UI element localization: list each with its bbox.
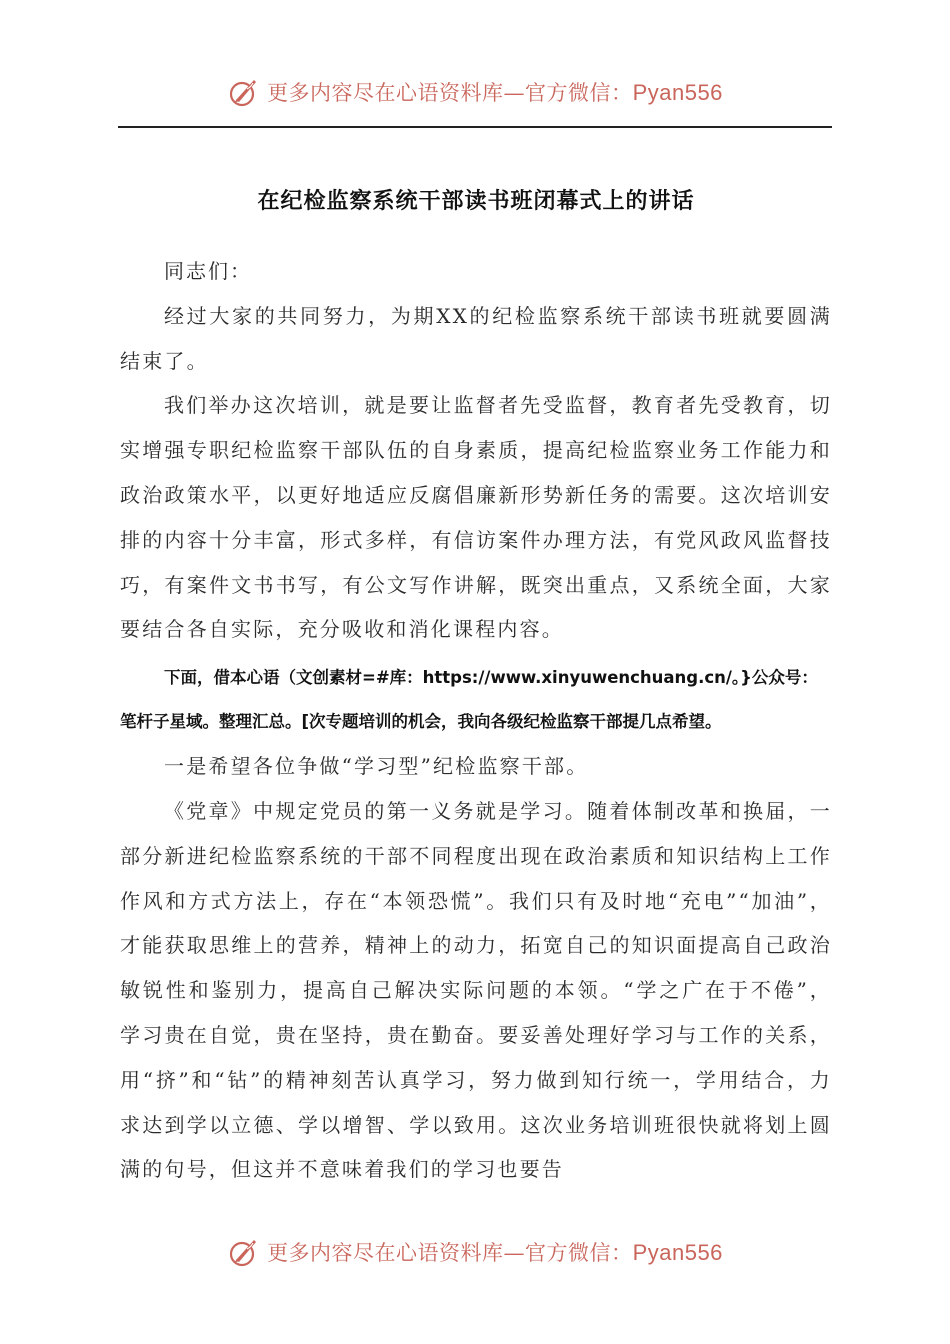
header-wechat-id: Pyan556: [632, 80, 723, 105]
section-heading-paragraph: 一是希望各位争做“学习型”纪检监察干部。: [164, 754, 589, 779]
salutation-paragraph: 同志们：: [164, 259, 252, 283]
body-paragraph: 经过大家的共同努力，为期XX的纪检监察系统干部读书班就要圆满结束了。: [120, 303, 832, 373]
header-divider: [118, 126, 832, 128]
footer-banner: [0, 1232, 950, 1272]
document-title: 在纪检监察系统干部读书班闭幕式上的讲话: [257, 189, 695, 214]
quill-pen-logo-icon: [227, 1235, 261, 1269]
footer-wechat-id: Pyan556: [632, 1240, 723, 1265]
footer-banner-label: 更多内容尽在心语资料库—官方微信：: [267, 1241, 633, 1265]
quill-pen-logo-icon: [227, 75, 261, 109]
body-paragraph: 《党章》中规定党员的第一义务就是学习。随着体制改革和换届，一部分新进纪检监察系统的干部不同程度出现在政治素质和知识结构上工作作风和方式方法上，存在“本领恐慌”。我们只有及时地“充电”“加油”，才能获取思维上的营养，精神上的动力，拓宽自己的知识面提高自己政治敏锐性和鉴别力，提高自己解决实际问题的本领。“学之广在于不倦”，学习贵在自觉，贵在坚持，贵在勤奋。要妥善处理好学习与工作的关系，用“挤”和“钻”的精神刻苦认真学习，努力做到知行统一，学用结合，力求达到学以立德、学以增智、学以致用。这次业务培训班很快就将划上圆满的句号，但这并不意味着我们的学习也要告: [120, 798, 832, 1182]
header-banner-text: [267, 77, 723, 107]
header-banner: [0, 72, 950, 112]
inserted-notice-paragraph: 下面，借本心语（文创素材=#库：https://www.xinyuwenchuang.cn/。}公众号：笔杆子星域。整理汇总。[次专题培训的机会，我向各级纪检监察干部提几点希望。: [120, 668, 818, 732]
body-paragraph: 我们举办这次培训，就是要让监督者先受监督，教育者先受教育，切实增强专职纪检监察干部队伍的自身素质，提高纪检监察业务工作能力和政治政策水平，以更好地适应反腐倡廉新形势新任务的需要。这次培训安排的内容十分丰富，形式多样，有信访案件办理方法，有党风政风监督技巧，有案件文书书写，有公文写作讲解，既突出重点，又系统全面，大家要结合各自实际，充分吸收和消化课程内容。: [120, 393, 832, 642]
footer-banner-text: [267, 1237, 723, 1267]
header-banner-label: 更多内容尽在心语资料库—官方微信：: [267, 81, 633, 105]
document-body: [120, 180, 832, 1192]
